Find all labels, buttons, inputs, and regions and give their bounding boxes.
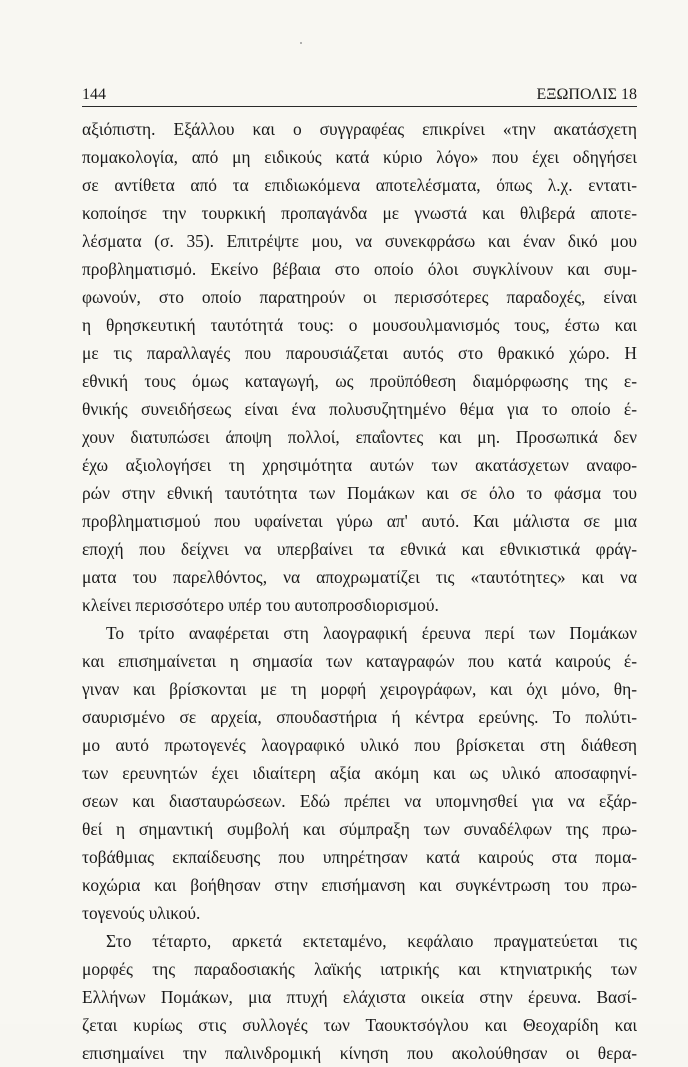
text-line: κοποίησε την τουρκική προπαγάνδα με γνωστά και θλιβερά αποτε- bbox=[82, 203, 637, 223]
running-title: ΕΞΩΠΟΛΙΣ 18 bbox=[536, 86, 637, 103]
text-line: κλείνει περισσότερο υπέρ του αυτοπροσδιορισμού. bbox=[82, 595, 439, 615]
text-line: κοχώρια και βοήθησαν στην επισήμανση και συγκέντρωση του πρω- bbox=[82, 875, 637, 895]
text-line: Ελλήνων Πομάκων, μια πτυχή ελάχιστα οικεία στην έρευνα. Βασί- bbox=[82, 987, 637, 1007]
page-number: 144 bbox=[82, 86, 106, 103]
text-line: η θρησκευτική ταυτότητά τους: ο μουσουλμανισμός τους, έστω και bbox=[82, 315, 637, 335]
scan-speck bbox=[300, 42, 302, 44]
text-line: θνικής συνειδήσεως είναι ένα πολυσυζητημένο θέμα για το οποίο έ- bbox=[82, 399, 637, 419]
paragraph-2 bbox=[82, 619, 637, 927]
text-line: τογενούς υλικού. bbox=[82, 903, 201, 923]
text-line: έχω αξιολογήσει τη χρησιμότητα αυτών των ακατάσχετων αναφο- bbox=[82, 455, 637, 475]
text-line: χουν διατυπώσει άποψη πολλοί, επαΐοντες και μη. Προσωπικά δεν bbox=[82, 427, 637, 447]
text-line: προβληματισμού που υφαίνεται γύρω απ' αυτό. Και μάλιστα σε μια bbox=[82, 511, 637, 531]
text-line: των ερευνητών έχει ιδιαίτερη αξία ακόμη και ως υλικό αποσαφηνί- bbox=[82, 763, 637, 783]
text-line: αξιόπιστη. Εξάλλου και ο συγγραφέας επικρίνει «την ακατάσχετη bbox=[82, 119, 637, 139]
text-line: ρών στην εθνική ταυτότητα των Πομάκων και σε όλο το φάσμα του bbox=[82, 483, 637, 503]
text-line: σαυρισμένο σε αρχεία, σπουδαστήρια ή κέντρα ερεύνης. Το πολύτι- bbox=[82, 707, 637, 727]
text-line: σε αντίθετα από τα επιδιωκόμενα αποτελέσματα, όπως λ.χ. εντατι- bbox=[82, 175, 637, 195]
text-line: Το τρίτο αναφέρεται στη λαογραφική έρευνα περί των Πομάκων bbox=[106, 623, 637, 643]
text-line: σεων και διασταυρώσεων. Εδώ πρέπει να υπομνησθεί για να εξάρ- bbox=[82, 791, 637, 811]
text-line: Στο τέταρτο, αρκετά εκτεταμένο, κεφάλαιο πραγματεύεται τις bbox=[106, 931, 637, 951]
text-line: επισημαίνει την παλινδρομική κίνηση που ακολούθησαν οι θερα- bbox=[82, 1043, 637, 1063]
text-line: εποχή που δείχνει να υπερβαίνει τα εθνικά και εθνικιστικά φράγ- bbox=[82, 539, 637, 559]
text-line: ματα του παρελθόντος, να αποχρωματίζει τις «ταυτότητες» και να bbox=[82, 567, 637, 587]
text-line: προβληματισμό. Εκείνο βέβαια στο οποίο όλοι συγκλίνουν και συμ- bbox=[82, 259, 637, 279]
text-line: εθνική τους όμως καταγωγή, ως προϋπόθεση διαμόρφωσης της ε- bbox=[82, 371, 637, 391]
text-line: θεί η σημαντική συμβολή και σύμπραξη των συναδέλφων της πρω- bbox=[82, 819, 637, 839]
text-line: μο αυτό πρωτογενές λαογραφικό υλικό που βρίσκεται στη διάθεση bbox=[82, 735, 637, 755]
text-line: τοβάθμιας εκπαίδευσης που υπηρέτησαν κατά καιρούς στα πομα- bbox=[82, 847, 637, 867]
text-line: ζεται κυρίως στις συλλογές των Ταουκτσόγλου και Θεοχαρίδη και bbox=[82, 1015, 637, 1035]
paragraph-3 bbox=[82, 927, 637, 1067]
body-text bbox=[82, 115, 637, 1067]
text-line: πομακολογία, από μη ειδικούς κατά κύριο λόγο» που έχει οδηγήσει bbox=[82, 147, 637, 167]
text-line: μορφές της παραδοσιακής λαϊκής ιατρικής και κτηνιατρικής των bbox=[82, 959, 637, 979]
header-rule bbox=[82, 106, 637, 107]
text-line: γιναν και βρίσκονται με τη μορφή χειρογράφων, και όχι μόνο, θη- bbox=[82, 679, 637, 699]
text-line: με τις παραλλαγές που παρουσιάζεται αυτός στο θρακικό χώρο. Η bbox=[82, 343, 637, 363]
text-line: φωνούν, στο οποίο παρατηρούν οι περισσότερες παραδοχές, είναι bbox=[82, 287, 637, 307]
running-header bbox=[82, 84, 637, 106]
text-line: λέσματα (σ. 35). Επιτρέψτε μου, να συνεκφράσω και έναν δικό μου bbox=[82, 231, 637, 251]
text-line: και επισημαίνεται η σημασία των καταγραφών που κατά καιρούς έ- bbox=[82, 651, 637, 671]
paragraph-1 bbox=[82, 115, 637, 619]
